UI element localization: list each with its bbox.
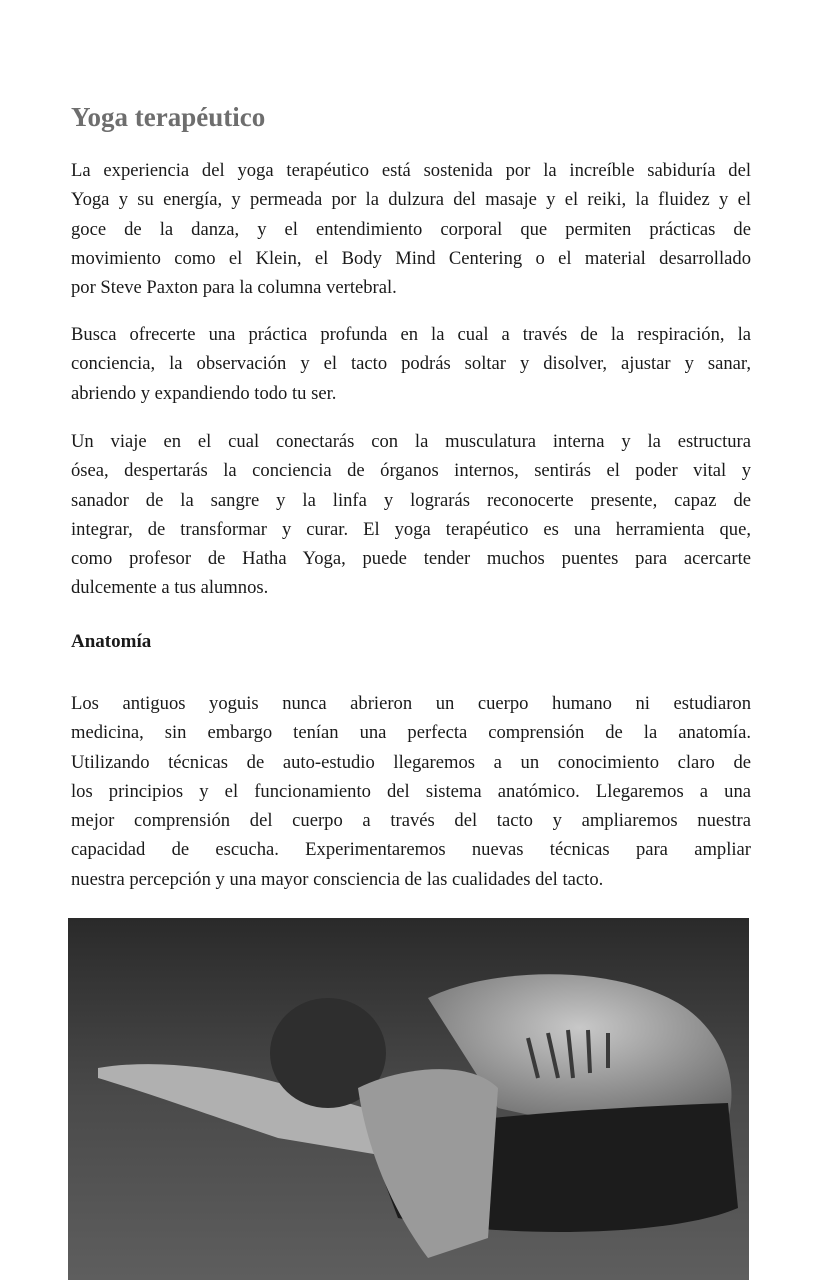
yoga-pose-photo — [68, 918, 749, 1280]
page-title: Yoga terapéutico — [71, 102, 266, 132]
text-line: Los antiguos yoguis nunca abrieron un cuerpo humano ni estudiaron — [71, 693, 751, 714]
paragraph-anatomy — [71, 689, 751, 894]
text-line: ósea, despertarás la conciencia de órganos internos, sentirás el poder vital y — [71, 460, 751, 482]
text-line: Utilizando técnicas de auto-estudio llegaremos a un conocimiento claro de — [71, 751, 751, 773]
photo-illustration — [68, 918, 749, 1280]
text-line: como profesor de Hatha Yoga, puede tender muchos puentes para acercarte — [71, 548, 751, 570]
text-line: nuestra percepción y una mayor consciencia de las cualidades del tacto. — [71, 868, 604, 890]
text-line: integrar, de transformar y curar. El yoga terapéutico es una herramienta que, — [71, 518, 751, 540]
section-heading-anatomia: Anatomía — [71, 631, 152, 652]
text-line: La experiencia del yoga terapéutico está sostenida por la increíble sabiduría del — [71, 160, 751, 181]
text-line: movimiento como el Klein, el Body Mind Centering o el material desarrollado — [71, 247, 751, 269]
paragraph-practice — [71, 320, 751, 408]
text-line: sanador de la sangre y la linfa y lograrás reconocerte presente, capaz de — [71, 489, 751, 511]
text-line: capacidad de escucha. Experimentaremos nuevas técnicas para ampliar — [71, 839, 751, 861]
text-line: mejor comprensión del cuerpo a través del tacto y ampliaremos nuestra — [71, 810, 751, 832]
text-line: dulcemente a tus alumnos. — [71, 577, 269, 599]
text-line: por Steve Paxton para la columna vertebral. — [71, 277, 397, 299]
text-line: abriendo y expandiendo todo tu ser. — [71, 382, 337, 404]
text-line: medicina, sin embargo tenían una perfecta comprensión de la anatomía. — [71, 722, 751, 744]
paragraph-journey — [71, 427, 751, 603]
text-line: Busca ofrecerte una práctica profunda en la cual a través de la respiración, la — [71, 324, 751, 345]
text-line: conciencia, la observación y el tacto podrás soltar y disolver, ajustar y sanar, — [71, 353, 751, 375]
paragraph-intro — [71, 156, 751, 302]
text-line: los principios y el funcionamiento del sistema anatómico. Llegaremos a una — [71, 780, 751, 802]
text-line: Yoga y su energía, y permeada por la dulzura del masaje y el reiki, la fluidez y el — [71, 189, 751, 211]
text-line: goce de la danza, y el entendimiento corporal que permiten prácticas de — [71, 218, 751, 240]
text-line: Un viaje en el cual conectarás con la musculatura interna y la estructura — [71, 431, 751, 452]
